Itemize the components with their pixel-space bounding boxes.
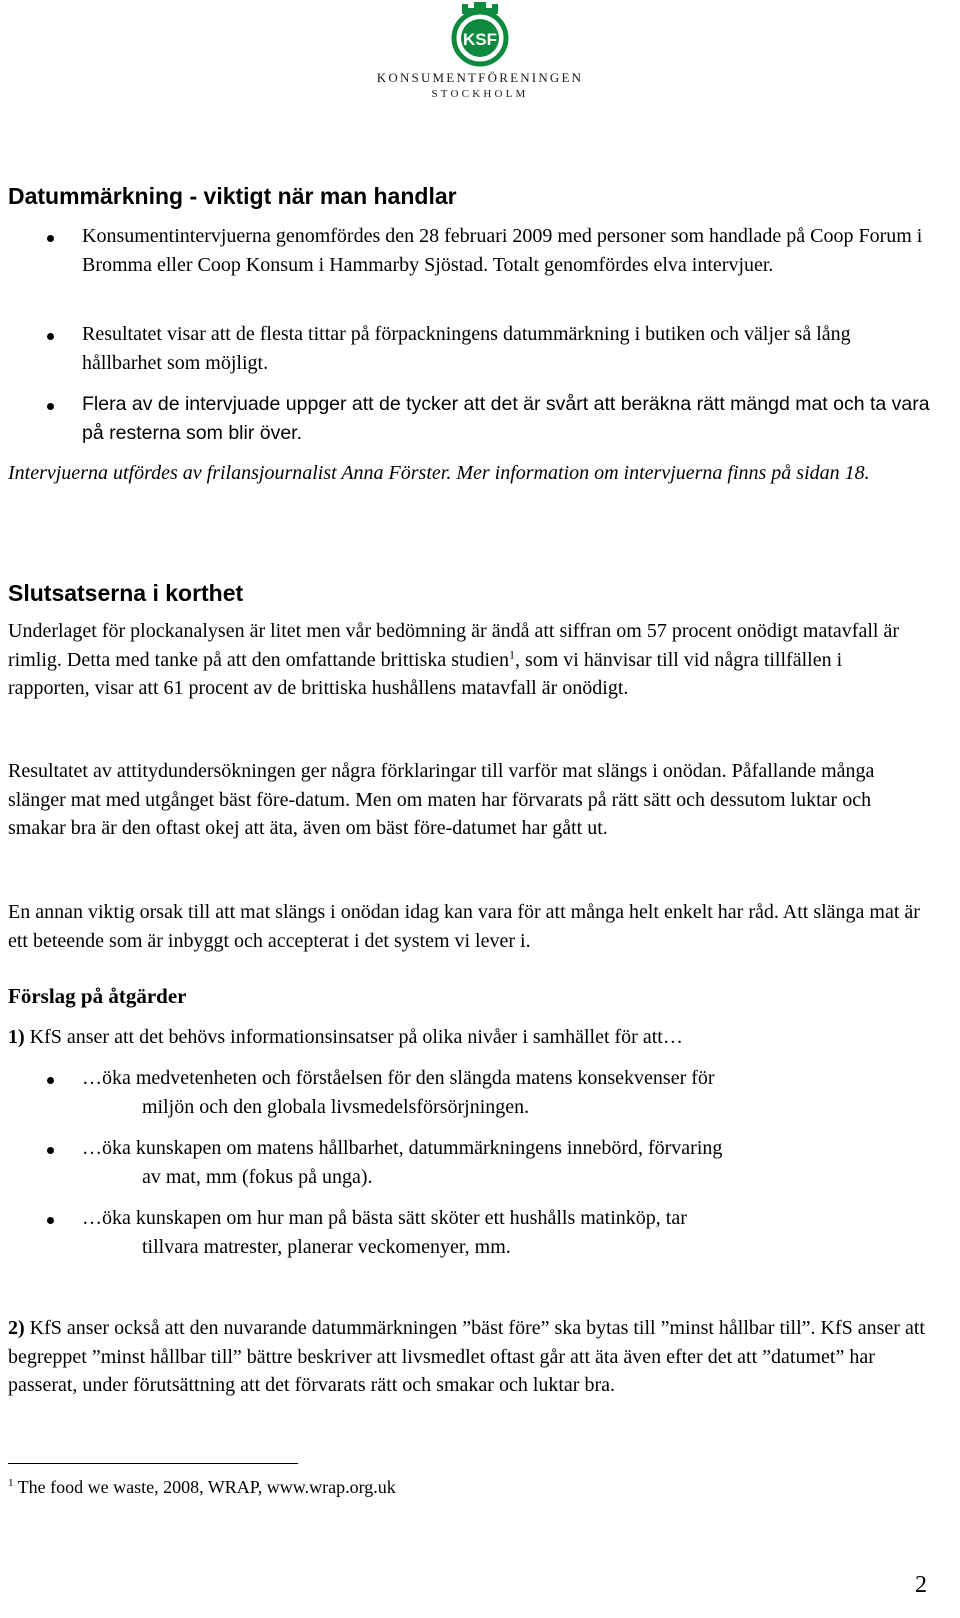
proposal-bullet [82, 1134, 942, 1191]
bullet-item: Konsumentintervjuerna genomfördes den 28 februari 2009 med personer som handlade på Coop Forum i Bromma eller Coop Konsum i Hammarby Sjöstad. Totalt genomfördes elva intervjuer. [82, 225, 923, 276]
proposal-1-text: KfS anser att det behövs informationsinsatser på olika nivåer i samhället för att… [24, 1026, 683, 1048]
bullet-icon [47, 333, 54, 340]
proposal-bullet-first-line: …öka medvetenheten och förståelsen för den slängda matens konsekvenser för [82, 1067, 715, 1089]
proposal-1-number: 1) [8, 1026, 25, 1048]
bullet-item: Flera av de intervjuade uppger att de tycker att det är svårt att beräkna rätt mängd mat och ta vara på resterna som blir över. [82, 393, 930, 444]
proposal-2-text: KfS anser också att den nuvarande datummärkningen ”bäst före” ska bytas till ”minst hållbar till”. KfS anser att begreppet ”minst hållbar till” bättre beskriver att livsmedlet oftast går att äta även efter det att ”datumet” har passerat, under förutsättning att det förvarats rätt och smakar och luktar bra. [8, 1317, 925, 1396]
paragraph-1-part-a: Underlaget för plockanalysen är litet men vår bedömning är ändå att siffran om 57 procent onödigt matavfall är rimlig. Detta med tanke på att den omfattande brittiska studien [8, 620, 899, 671]
proposal-1 [8, 1023, 928, 1052]
footnote-divider [8, 1463, 298, 1464]
ksf-logo [360, 0, 600, 104]
proposal-bullet-continuation: av mat, mm (fokus på unga). [142, 1165, 373, 1188]
logo-name-line2: STOCKHOLM [431, 88, 529, 100]
paragraph-1 [8, 617, 928, 703]
proposal-2 [8, 1314, 928, 1400]
footnote-mark: 1 [8, 1477, 14, 1489]
bullet-icon [47, 1077, 54, 1084]
footnote-reference: 1 [508, 646, 515, 661]
section-heading-forslag: Förslag på åtgärder [8, 984, 187, 1008]
proposal-bullet [82, 1064, 942, 1121]
proposal-bullet-first-line: …öka kunskapen om matens hållbarhet, datummärkningens innebörd, förvaring [82, 1137, 723, 1159]
bullet-item: Resultatet visar att de flesta tittar på förpackningens datummärkning i butiken och väljer så lång hållbarhet som möjligt. [82, 323, 851, 374]
footnote [8, 1474, 396, 1500]
paragraph-1-part-b: , som vi hänvisar till vid några tillfällen i rapporten, visar att 61 procent av de brittiska hushållens matavfall är onödigt. [8, 648, 843, 699]
proposal-bullet-first-line: …öka kunskapen om hur man på bästa sätt sköter ett hushålls matinköp, tar [82, 1207, 687, 1229]
proposal-2-number: 2) [8, 1317, 25, 1339]
footnote-text: The food we waste, 2008, WRAP, www.wrap.org.uk [13, 1477, 396, 1497]
paragraph-2: Resultatet av attitydundersökningen ger några förklaringar till varför mat slängs i onödan. Påfallande många slänger mat med utgånget bäst före-datum. Men om maten har förvarats på rätt sätt och dessutom luktar och smakar bra är den oftast okej att äta, även om bäst före-datumet har gått ut. [8, 760, 875, 839]
page-number: 2 [915, 1572, 927, 1598]
bullet-icon [47, 1147, 54, 1154]
paragraph-3: En annan viktig orsak till att mat slängs i onödan idag kan vara för att många helt enkelt har råd. Att slänga mat är ett beteende som är inbyggt och accepterat i det system vi lever i. [8, 901, 920, 952]
logo-name-line1: KONSUMENTFÖRENINGEN [376, 70, 584, 85]
ksf-emblem-icon [440, 0, 520, 68]
bullet-icon [47, 1217, 54, 1224]
proposal-bullet [82, 1204, 942, 1261]
interview-note: Intervjuerna utfördes av frilansjournalist Anna Förster. Mer information om intervjuerna finns på sidan 18. [8, 462, 870, 484]
section-heading-slutsatserna: Slutsatserna i korthet [8, 580, 244, 606]
bullet-icon [47, 403, 54, 410]
proposal-bullet-continuation: tillvara matrester, planerar veckomenyer, mm. [142, 1235, 511, 1258]
bullet-icon [47, 235, 54, 242]
logo-monogram: KSF [463, 30, 497, 49]
proposal-bullet-continuation: miljön och den globala livsmedelsförsörjningen. [142, 1095, 530, 1118]
section-heading-datummarkning: Datummärkning - viktigt när man handlar [8, 183, 457, 209]
